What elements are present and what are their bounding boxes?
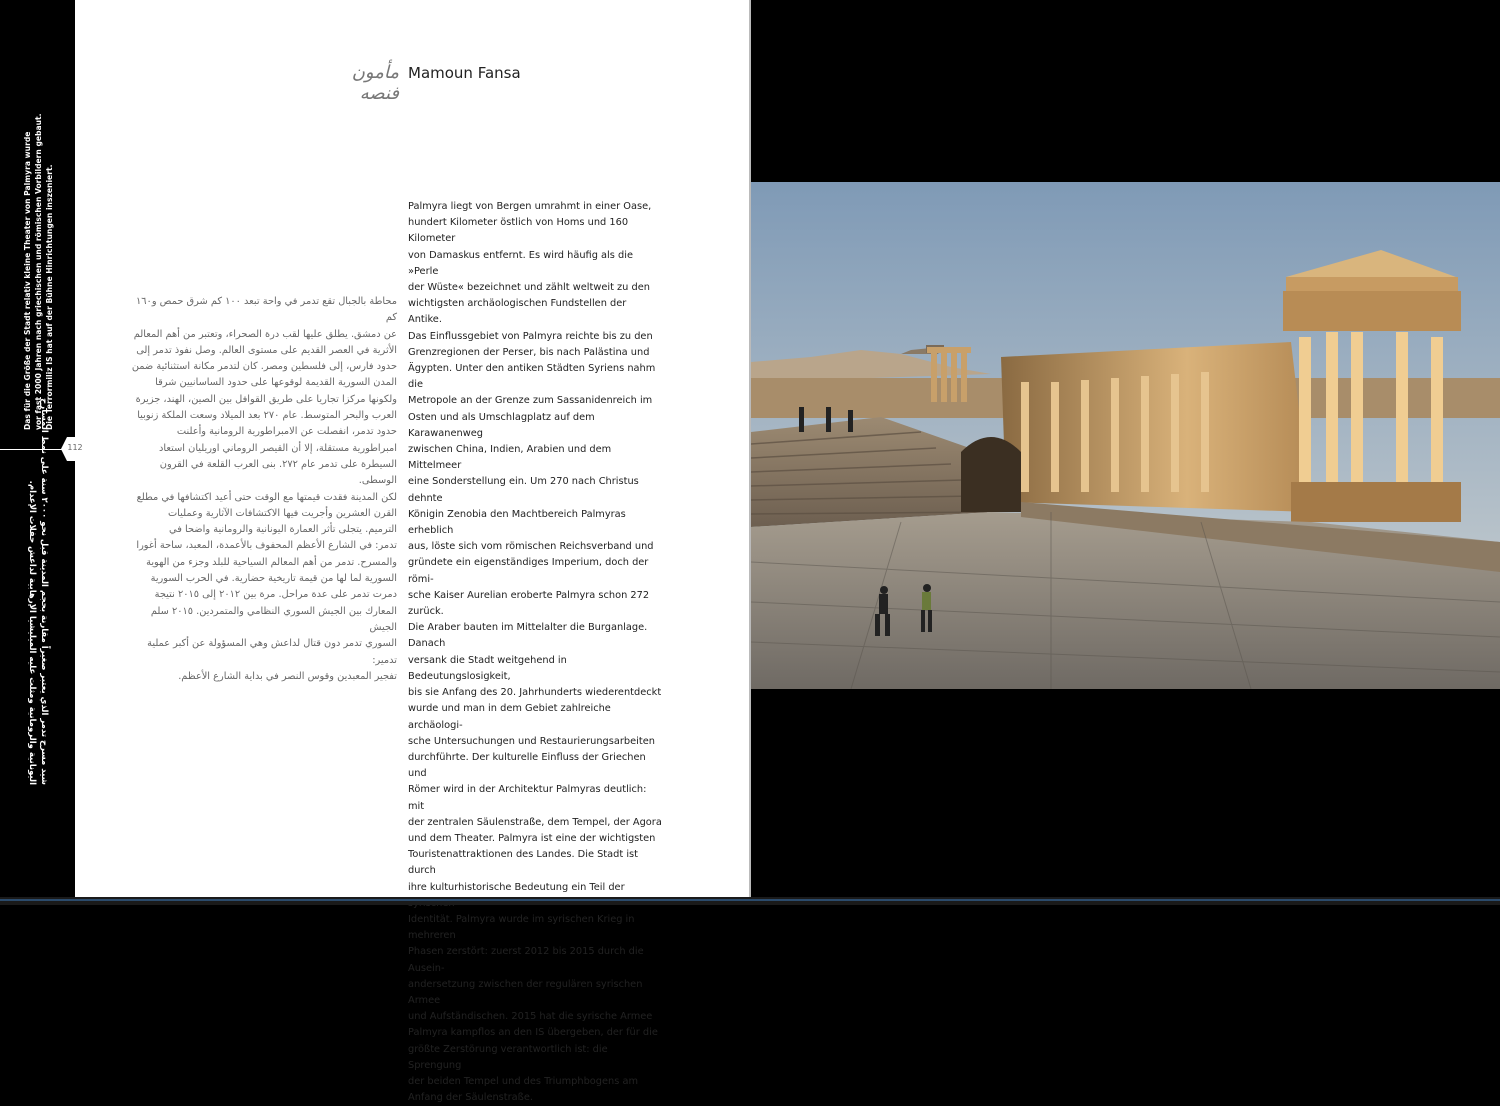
text-line: ولكونها مركزا تجاريا على طريق القوافل بين الصين، الهند، جزيرة (135, 393, 397, 405)
caption-line: شيد مسرح تدمر الذي يعتبر صغيراً مقارنة بحجم المدينة قبل نحو ٢٠٠٠ سنة على نمط المسارح (39, 398, 49, 785)
text-line: المدن السورية القديمة لوقوعها على حدود الساسانيين شرقا (155, 377, 397, 389)
text-line: Touristenattraktionen des Landes. Die Stadt ist durch (408, 849, 638, 877)
text-line: durchführte. Der kulturelle Einfluss der Griechen und (408, 751, 646, 780)
text-line: الأثرية في العصر القديم على مستوى العالم. وصل نفوذ تدمر إلى (136, 344, 397, 356)
text-line: تدمر: في الشارع الأعظم المحفوف بالأعمدة، المعبد، ساحة أغورا (136, 540, 397, 552)
page-number: 112 (67, 443, 83, 452)
text-line: Identität. Palmyra wurde im syrischen Krieg in mehreren (408, 913, 635, 942)
text-line: gründete ein eigenständiges Imperium, doch der römi- (408, 557, 649, 585)
page-number-badge (61, 437, 89, 461)
text-line: Das Einflussgebiet von Palmyra reichte bis zu den (408, 330, 653, 342)
text-line: sche Kaiser Aurelian eroberte Palmyra schon 272 zurück. (408, 589, 650, 618)
text-line: لكن المدينة فقدت قيمتها مع الوقت حتى أعيد اكتشافها في مطلع (136, 491, 397, 503)
author-name: Mamoun Fansa (408, 64, 521, 82)
body-text-arabic (125, 294, 397, 685)
caption-line: Die Terrormiliz IS hat auf der Bühne Hinrichtungen inszeniert. (45, 164, 54, 430)
text-line: wichtigsten archäologischen Fundstellen der Antike. (408, 298, 627, 326)
text-line: der Wüste« bezeichnet und zählt weltweit zu den (408, 282, 650, 294)
text-line: Anfang der Säulenstraße. (408, 1092, 533, 1104)
text-line: Palmyra liegt von Bergen umrahmt in einer Oase, (408, 201, 652, 212)
text-line: عن دمشق. يطلق عليها لقب درة الصحراء، وتعتبر من أهم المعالم (133, 328, 397, 340)
text-line: Osten und als Umschlagplatz auf dem Karawanenweg (408, 411, 595, 439)
text-line: Metropole an der Grenze zum Sassanidenreich im (408, 395, 653, 407)
author-name-arabic: مأمون فنصه (351, 62, 399, 104)
text-line: und Aufständischen. 2015 hat die syrische Armee (408, 1011, 653, 1023)
text-line: von Damaskus entfernt. Es wird häufig als die »Perle (408, 249, 633, 277)
text-line: السوري تدمر دون قتال لداعش وهي المسؤولة عن أكبر عملية تدمير: (147, 638, 397, 666)
text-line: الترميم. يتجلى تأثر العمارة اليونانية والرومانية واضحا في (169, 524, 397, 536)
photo-caption-arabic (26, 398, 50, 785)
caption-line: Das für die Größe der Stadt relativ kleine Theater von Palmyra wurde (23, 131, 32, 430)
text-line: bis sie Anfang des 20. Jahrhunderts wiederentdeckt (408, 687, 662, 699)
text-line: Phasen zerstört: zuerst 2012 bis 2015 durch die Ausein- (408, 946, 644, 974)
text-line: andersetzung zwischen der regulären syrischen Armee (408, 978, 643, 1006)
text-line: sche Untersuchungen und Restaurierungsarbeiten (408, 735, 655, 747)
bottom-rule (0, 899, 1500, 901)
theater-photo (751, 182, 1500, 689)
text-line: Ägypten. Unter den antiken Städten Syriens nahm die (408, 363, 656, 391)
text-line: eine Sonderstellung ein. Um 270 nach Christus dehnte (408, 476, 639, 504)
text-line: und dem Theater. Palmyra ist eine der wichtigsten (408, 832, 656, 844)
text-line: دمرت تدمر على عدة مراحل. مرة بين ٢٠١٢ إلى ٢٠١٥ نتيجة (154, 589, 397, 601)
text-line: der zentralen Säulenstraße, dem Tempel, der Agora (408, 816, 662, 828)
text-line: zwischen China, Indien, Arabien und dem Mittelmeer (408, 444, 612, 472)
text-line: aus, löste sich vom römischen Reichsverband und (408, 541, 654, 553)
text-line: Königin Zenobia den Machtbereich Palmyras erheblich (408, 508, 626, 537)
text-line: der beiden Tempel und des Triumphbogens am (408, 1075, 639, 1087)
caption-line: اليونانية والرومانية ومثلت عليه الميليشيا الإرهابية لداعش حفلات الإعدام. (27, 480, 37, 785)
text-line: القرن العشرين وأجريت فيها الاكتشافات الآثارية وعمليات (167, 507, 397, 519)
text-line: hundert Kilometer östlich von Homs und 160 Kilometer (408, 217, 629, 245)
text-line: Die Araber bauten im Mittelalter die Burganlage. Danach (408, 622, 648, 650)
text-line: Römer wird in der Architektur Palmyras deutlich: mit (408, 784, 647, 812)
photo-caption-german (22, 113, 55, 430)
divider (0, 449, 62, 450)
text-line: حدود فارس، إلى فلسطين ومصر. كان لتدمر مكانة استثنائية ضمن (131, 361, 397, 373)
text-line: wurde und man in dem Gebiet zahlreiche archäologi- (408, 703, 611, 731)
text-line: محاطة بالجبال تقع تدمر في واحة تبعد ١٠٠ كم شرق حمص و١٦٠ كم (136, 296, 397, 324)
text-line: امبراطورية مستقلة، إلا أن القيصر الروماني اوريليان استعاد (159, 442, 397, 454)
text-line: السيطرة على تدمر عام ٢٧٢. بنى العرب القلعة في القرون الوسطى. (159, 458, 397, 487)
body-text-german (408, 199, 663, 1106)
text-line: والمسرح. تدمر من أهم المعالم السياحية للبلد وجزء من الهوية (146, 556, 397, 568)
text-line: ihre kulturhistorische Bedeutung ein Teil der (408, 881, 625, 893)
text-line: تفجير المعبدين وقوس النصر في بداية الشارع الأعظم. (178, 670, 397, 682)
text-line: العرب والبحر المتوسط. عام ٢٧٠ بعد الميلاد وسعت الملكة زنوبيا (137, 410, 397, 422)
caption-line: vor fast 2000 Jahren nach griechischen und römischen Vorbildern gebaut. (34, 113, 43, 430)
photo-illustration (751, 182, 1500, 689)
text-line: السورية لما لها من قيمة تاريخية حضارية. في الحرب السورية (150, 573, 397, 585)
text-line: Palmyra kampflos an den IS übergeben, der für die (408, 1027, 658, 1039)
text-page (75, 0, 749, 1104)
text-line: Grenzregionen der Perser, bis nach Palästina und (408, 346, 650, 358)
text-line: المعارك بين الجيش السوري النظامي والمتمردين. ٢٠١٥ سلم الجيش (150, 605, 397, 633)
text-line: versank die Stadt weitgehend in Bedeutungslosigkeit, (408, 654, 567, 682)
text-line: حدود تدمر، انفصلت عن الامبراطورية الرومانية وأعلنت (176, 426, 397, 438)
text-line: größte Zerstörung verantwortlich ist: die Sprengung (408, 1043, 608, 1071)
